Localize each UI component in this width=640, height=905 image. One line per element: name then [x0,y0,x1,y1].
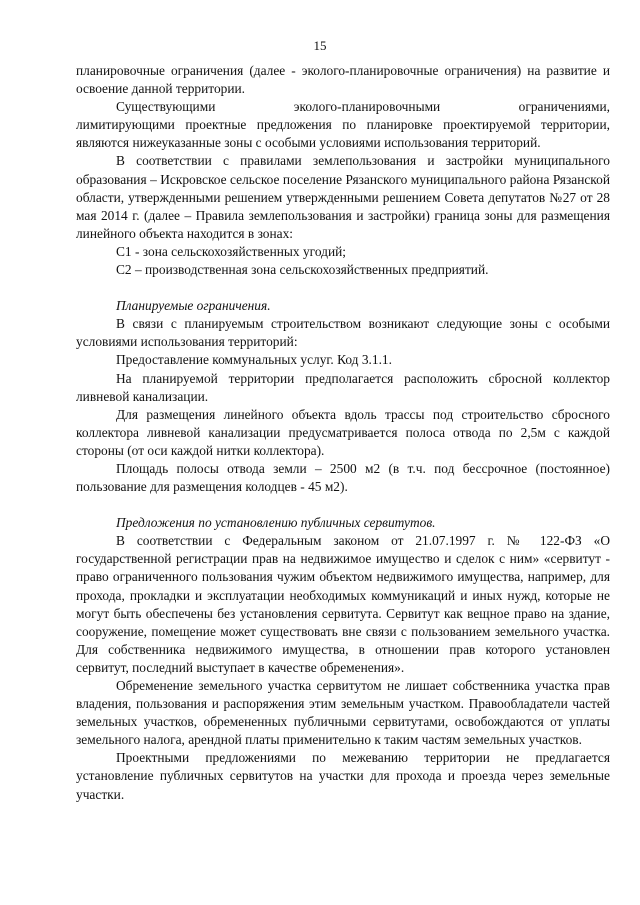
servitudes-paragraph: Обременение земельного участка сервитутом не лишает собственника участка прав владения, пользования и распоряжения этим земельным участком. Правообладатели частей земельных участков, обремененных публичными сервитутами, освобождаются от уплаты земельного налога, арендной платы применительно к таким частям земельных участков. [76,678,610,748]
existing-word-3: ограничениями, [518,99,610,115]
planned-restrictions-heading: Планируемые ограничения. [116,298,271,314]
zone-item: С2 – производственная зона сельскохозяйственных предприятий. [116,262,489,278]
existing-word-1: Существующими [116,99,216,115]
rules-paragraph: В соответствии с правилами землепользования и застройки муниципального образования – Искровское сельское поселение Рязанского муниципального района Рязанской области, утвержденными решением утвержденными решением Совета депутатов №27 от 28 мая 2014 г. (далее – Правила землепользования и застройки) граница зоны для размещения линейного объекта находится в зонах: [76,153,610,241]
servitudes-paragraph: В соответствии с Федеральным законом от 21.07.1997 г. № 122-ФЗ «О государственной регистрации прав на недвижимое имущество и сделок с ним» «сервитут - право ограниченного пользования чужим объектом недвижимого имущества, например, для прохода, прокладки и эксплуатации необходимых коммуникаций и иных нужд, которые не могут быть обеспечены без установления сервитута. Сервитут как вещное право на здание, сооружение, помещение может существовать вне связи с пользованием земельного участка. Для собственника недвижимого имущества, в отношении прав которого установлен сервитут, последний выступает в качестве обременения». [76,533,610,675]
planned-paragraph: Для размещения линейного объекта вдоль трассы под строительство сбросного коллектора ливневой канализации предусматривается полоса отвода по 2,5м с каждой стороны (от оси каждой нитки коллектора). [76,406,610,458]
zone-item: С1 - зона сельскохозяйственных угодий; [116,243,346,259]
existing-restrictions-first-line [76,98,610,116]
planned-paragraph: В связи с планируемым строительством возникают следующие зоны с особыми условиями использования территорий: [76,316,610,350]
intro-paragraph: планировочные ограничения (далее - эколого-планировочные ограничения) на развитие и освоение данной территории. [76,63,610,97]
planned-paragraph: На планируемой территории предполагается расположить сбросной коллектор ливневой канализации. [76,370,610,404]
servitudes-heading: Предложения по установлению публичных сервитутов. [116,515,436,531]
planned-paragraph: Площадь полосы отвода земли – 2500 м2 (в т.ч. под бессрочное (постоянное) пользование для размещения колодцев - 45 м2). [76,460,610,495]
document-body [76,62,610,804]
page-number: 15 [313,38,327,53]
planned-paragraph: Предоставление коммунальных услуг. Код 3.1.1. [116,352,392,368]
existing-restrictions-paragraph: лимитирующими проектные предложения по планировке проектируемой территории, являются нижеуказанные зоны с особыми условиями использования территорий. [76,117,610,151]
servitudes-paragraph: Проектными предложениями по межеванию территории не предлагается установление публичных сервитутов на участки для прохода и проезда через земельные участки. [76,750,610,802]
existing-word-2: эколого-планировочными [293,99,441,115]
